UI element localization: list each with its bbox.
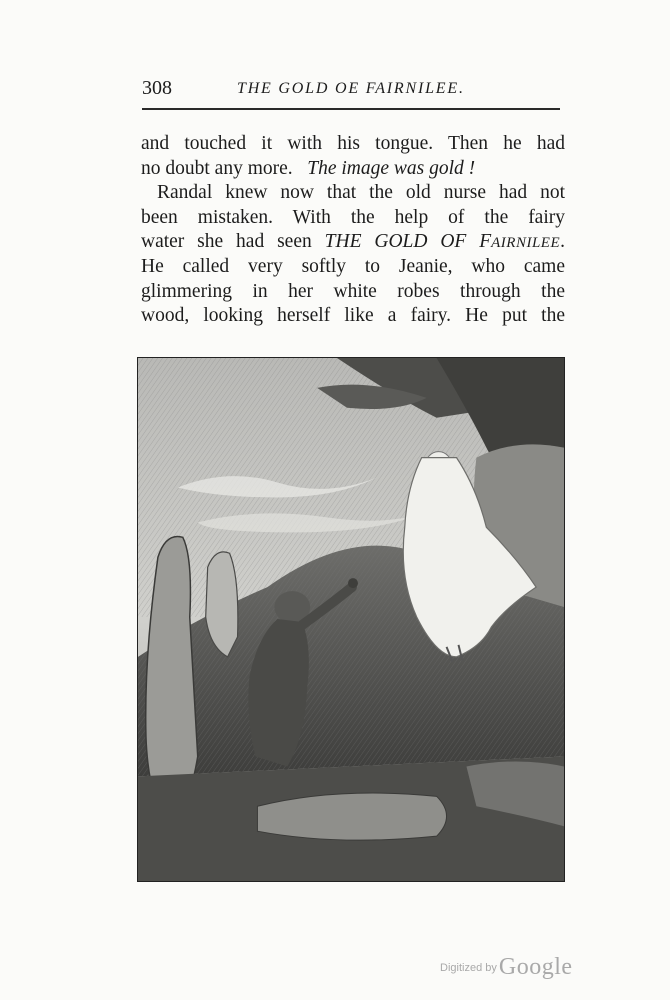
text-line (141, 157, 565, 182)
running-title: THE GOLD OE FAIRNILEE. (237, 80, 465, 97)
digitized-by-google-watermark (440, 954, 573, 981)
body-text (141, 132, 565, 329)
text-line-5: water she had seen (141, 231, 312, 253)
text-line-1: and touched it with his tongue. Then he had (141, 133, 565, 154)
small-caps-title (325, 231, 561, 252)
title-initial: F (479, 231, 492, 253)
google-wordmark: Google (498, 954, 573, 980)
text-line (141, 206, 565, 231)
text-line (141, 181, 565, 206)
page-header (142, 77, 562, 105)
title-period: . (560, 231, 566, 253)
text-line-2: no doubt any more. (141, 157, 293, 179)
text-line-4: been mistaken. With the help of the fairy (141, 206, 565, 228)
text-line-8: wood, looking herself like a fairy. He put the (141, 305, 565, 327)
illustration (137, 357, 565, 882)
italic-text: The image was gold ! (307, 157, 476, 179)
text-line-6: He called very softly to Jeanie, who came (141, 255, 565, 277)
header-rule (142, 108, 560, 110)
title-rest: AIRNILEE (491, 235, 561, 252)
text-line (141, 132, 565, 157)
text-line (141, 230, 565, 255)
text-line (141, 280, 565, 305)
title-part: THE GOLD OF (324, 231, 467, 253)
text-line-7: glimmering in her white robes through the (141, 280, 565, 302)
page-number: 308 (142, 77, 172, 99)
text-line (141, 304, 565, 329)
digitized-label: Digitized by (440, 962, 497, 974)
text-line-3: Randal knew now that the old nurse had not (157, 182, 565, 204)
illustration-engraving (138, 358, 564, 881)
text-line (141, 255, 565, 280)
